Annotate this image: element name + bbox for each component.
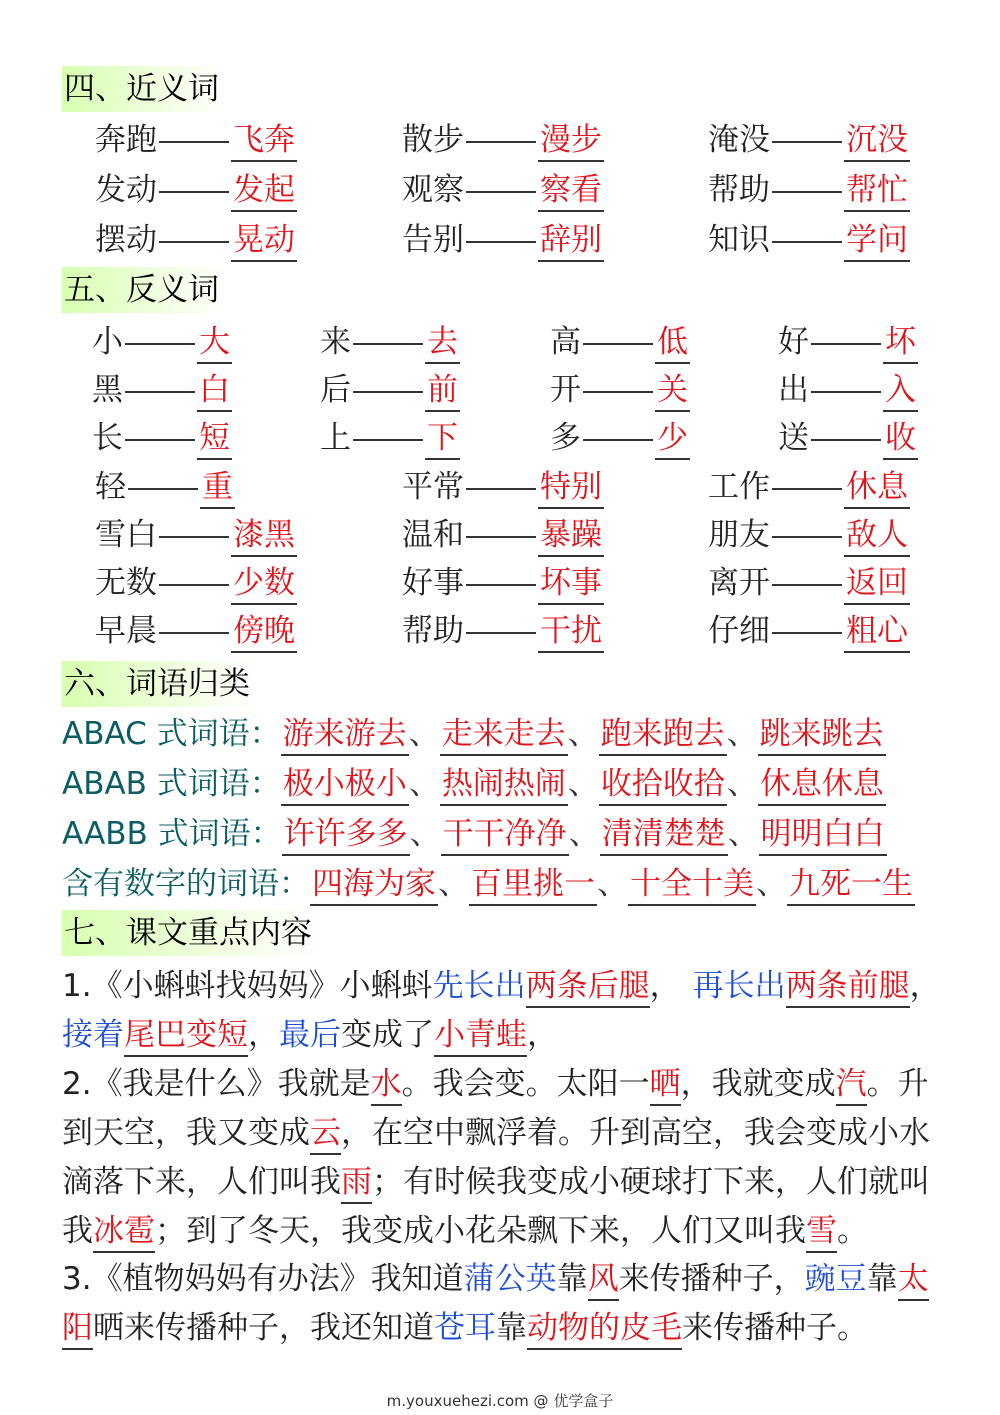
antonym-answer: 白 [197,370,232,412]
antonym-word: 上 [320,420,351,456]
classify-row [62,860,915,908]
synonym-word: 帮助 [708,172,770,208]
classify-word: 百里挑一 [469,864,597,906]
classify-word: 休息休息 [758,764,886,806]
dash-line [159,536,229,538]
synonym-pair [402,166,604,214]
synonym-pair [708,216,910,264]
separator: 、 [408,766,440,802]
dash-line [583,391,653,393]
classify-label: AABB 式词语： [62,816,282,852]
section-title-classify: 六、词语归类 [62,661,258,707]
dash-line [811,439,881,441]
dash-line [466,536,536,538]
classify-word: 清清楚楚 [600,814,728,856]
classify-label: 含有数字的词语： [62,866,310,902]
classify-word: 游来游去 [281,714,409,756]
dash-line [772,141,842,143]
antonym-word: 平常 [402,469,464,505]
dash-line [811,391,881,393]
antonym-word: 高 [550,324,581,360]
synonym-word: 奔跑 [95,122,157,158]
antonym-word: 雪白 [95,517,157,553]
antonym-pair [95,607,297,655]
antonym-word: 黑 [92,372,123,408]
classify-word: 热闹热闹 [440,764,568,806]
classify-row [62,810,887,858]
antonym-answer: 少数 [231,563,297,605]
dash-line [159,584,229,586]
antonym-pair [95,559,297,607]
classify-word: 跑来跑去 [599,714,727,756]
antonym-answer: 敌人 [844,515,910,557]
antonym-answer: 傍晚 [231,611,297,653]
classify-word: 收拾收拾 [599,764,727,806]
antonym-word: 送 [778,420,809,456]
synonym-answer: 飞奔 [231,120,297,162]
antonym-answer: 大 [197,322,232,364]
dash-line [353,439,423,441]
antonym-word: 工作 [708,469,770,505]
dash-line [811,343,881,345]
classify-label: ABAB 式词语： [62,766,281,802]
antonym-answer: 粗心 [844,611,910,653]
dash-line [125,391,195,393]
dash-line [466,241,536,243]
synonym-word: 摆动 [95,222,157,258]
antonym-answer: 返回 [844,563,910,605]
antonym-pair [550,318,690,366]
antonym-word: 温和 [402,517,464,553]
antonym-pair [95,463,235,511]
antonym-word: 轻 [95,469,126,505]
separator: 、 [726,716,758,752]
synonym-word: 知识 [708,222,770,258]
dash-line [353,391,423,393]
antonym-pair [778,366,918,414]
antonym-answer: 去 [425,322,460,364]
separator: 、 [597,866,628,902]
dash-line [159,241,229,243]
synonym-pair [95,166,297,214]
antonym-pair [402,511,604,559]
footer-watermark: m.youxuehezi.com @ 优学盒子 [386,1392,614,1410]
synonym-word: 发动 [95,172,157,208]
classify-label: ABAC 式词语： [62,716,281,752]
antonym-answer: 入 [883,370,918,412]
antonym-pair [92,366,232,414]
synonym-pair [95,216,297,264]
antonym-answer: 下 [425,418,460,460]
antonym-pair [708,463,910,511]
antonym-pair [92,414,232,462]
separator: 、 [438,866,469,902]
antonym-answer: 重 [200,467,235,509]
antonym-pair [320,318,460,366]
dash-line [159,632,229,634]
separator: 、 [568,816,600,852]
separator: 、 [567,766,599,802]
synonym-answer: 晃动 [231,220,297,262]
dash-line [772,488,842,490]
antonym-word: 早晨 [95,613,157,649]
classify-word: 十全十美 [628,864,756,906]
synonym-word: 告别 [402,222,464,258]
antonym-pair [778,318,918,366]
antonym-word: 好事 [402,565,464,601]
antonym-word: 出 [778,372,809,408]
dash-line [125,439,195,441]
dash-line [772,536,842,538]
classify-word: 干干净净 [441,814,569,856]
antonym-answer: 干扰 [538,611,604,653]
antonym-answer: 前 [425,370,460,412]
antonym-pair [550,366,690,414]
antonym-answer: 休息 [844,467,910,509]
section-title-synonyms: 四、近义词 [62,66,227,112]
synonym-answer: 帮忙 [844,170,910,212]
antonym-word: 仔细 [708,613,770,649]
antonym-pair [402,607,604,655]
dash-line [125,343,195,345]
classify-word: 跳来跳去 [758,714,886,756]
antonym-pair [708,511,910,559]
dash-line [466,141,536,143]
synonym-pair [708,166,910,214]
classify-word: 四海为家 [310,864,438,906]
antonym-word: 来 [320,324,351,360]
antonym-answer: 特别 [538,467,604,509]
paragraph-what-am-i: 2.《我是什么》我就是水。我会变。太阳一晒，我就变成汽。升 到天空，我又变成云，在空中飘浮着。升到高空，我会变成小水 滴落下来，人们叫我雨；有时候我变成小硬球打下来，人们就叫 我冰雹；到了冬天，我变成小花朵飘下来，人们又叫我雪。 [62,1060,947,1256]
antonym-answer: 收 [883,418,918,460]
antonym-answer: 少 [655,418,690,460]
classify-word: 极小极小 [281,764,409,806]
dash-line [466,632,536,634]
antonym-answer: 坏 [883,322,918,364]
antonym-word: 小 [92,324,123,360]
separator: 、 [756,866,787,902]
classify-word: 走来走去 [440,714,568,756]
antonym-pair [778,414,918,462]
antonym-word: 离开 [708,565,770,601]
dash-line [466,191,536,193]
dash-line [583,439,653,441]
antonym-word: 多 [550,420,581,456]
antonym-word: 长 [92,420,123,456]
synonym-answer: 察看 [538,170,604,212]
antonym-pair [402,559,604,607]
dash-line [159,141,229,143]
classify-word: 明明白白 [759,814,887,856]
antonym-word: 朋友 [708,517,770,553]
synonym-answer: 学问 [844,220,910,262]
dash-line [583,343,653,345]
dash-line [772,584,842,586]
dash-line [159,191,229,193]
separator: 、 [567,716,599,752]
classify-row [62,760,886,808]
dash-line [466,584,536,586]
synonym-answer: 发起 [231,170,297,212]
paragraph-tadpole: 1.《小蝌蚪找妈妈》小蝌蚪先长出两条后腿， 再长出两条前腿， 接着尾巴变短，最后变成了小青蛙， [62,962,947,1060]
synonym-pair [402,116,604,164]
separator: 、 [409,816,441,852]
antonym-word: 开 [550,372,581,408]
antonym-pair [550,414,690,462]
synonym-pair [402,216,604,264]
synonym-word: 散步 [402,122,464,158]
section-title-key-content: 七、课文重点内容 [62,910,320,956]
dash-line [128,488,198,490]
antonym-pair [95,511,297,559]
synonym-word: 淹没 [708,122,770,158]
dash-line [466,488,536,490]
section-title-antonyms: 五、反义词 [62,267,227,313]
dash-line [772,241,842,243]
antonym-answer: 关 [655,370,690,412]
antonym-pair [320,366,460,414]
dash-line [772,632,842,634]
classify-row [62,710,886,758]
separator: 、 [726,766,758,802]
antonym-word: 后 [320,372,351,408]
antonym-word: 帮助 [402,613,464,649]
antonym-pair [92,318,232,366]
paragraph-plant-mothers: 3.《植物妈妈有办法》我知道蒲公英靠风来传播种子，豌豆靠太 阳晒来传播种子，我还知道苍耳靠动物的皮毛来传播种子。 [62,1255,947,1353]
antonym-pair [320,414,460,462]
separator: 、 [408,716,440,752]
classify-word: 九死一生 [787,864,915,906]
antonym-word: 好 [778,324,809,360]
synonym-pair [95,116,297,164]
antonym-answer: 暴躁 [538,515,604,557]
antonym-answer: 短 [197,418,232,460]
separator: 、 [727,816,759,852]
antonym-answer: 坏事 [538,563,604,605]
dash-line [353,343,423,345]
antonym-pair [402,463,604,511]
synonym-word: 观察 [402,172,464,208]
synonym-answer: 漫步 [538,120,604,162]
synonym-answer: 沉没 [844,120,910,162]
dash-line [772,191,842,193]
antonym-answer: 低 [655,322,690,364]
antonym-answer: 漆黑 [231,515,297,557]
synonym-answer: 辞别 [538,220,604,262]
synonym-pair [708,116,910,164]
classify-word: 许许多多 [282,814,410,856]
antonym-word: 无数 [95,565,157,601]
antonym-pair [708,559,910,607]
antonym-pair [708,607,910,655]
